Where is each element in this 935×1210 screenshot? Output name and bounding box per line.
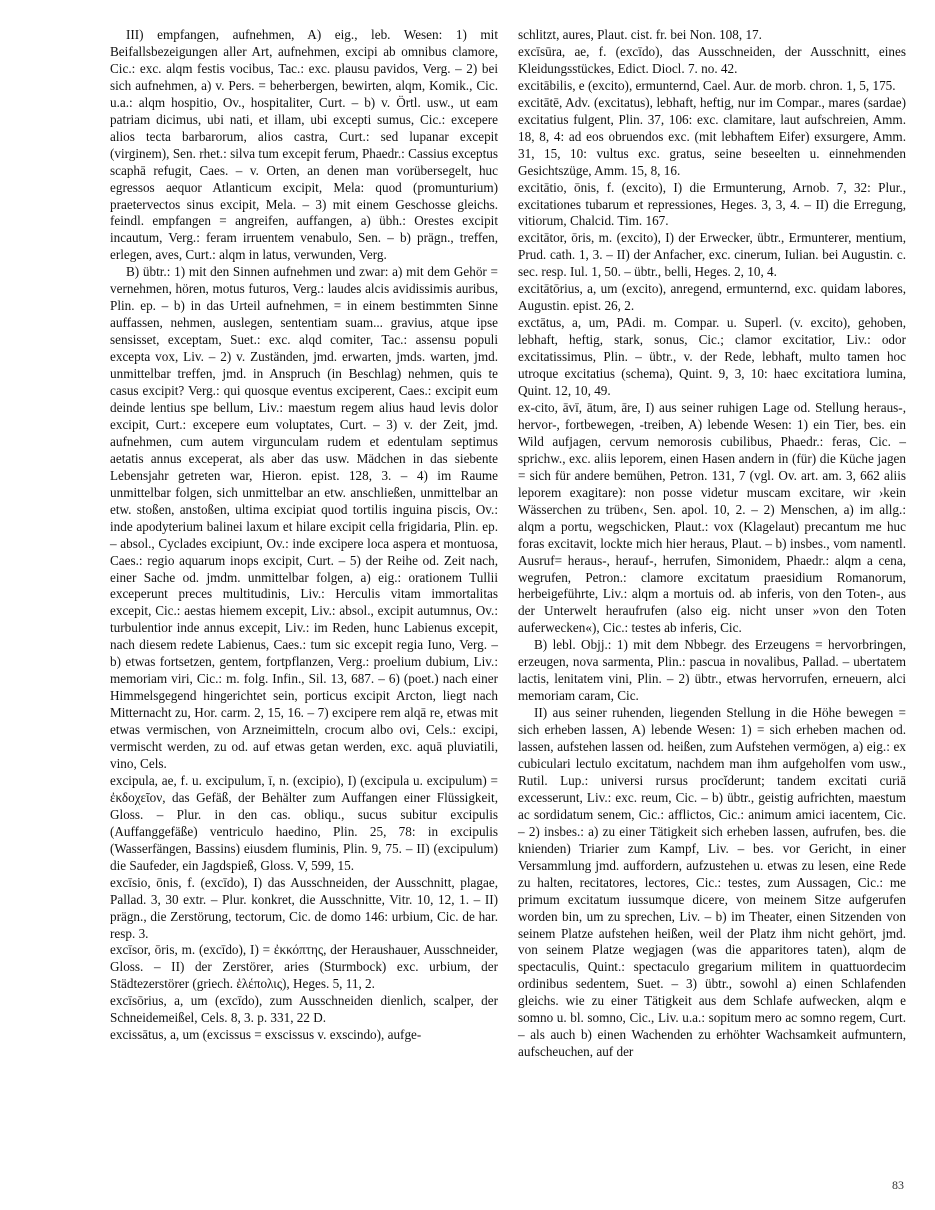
- entry-excitatus: exctātus, a, um, PAdi. m. Compar. u. Superl. (v. excito), gehoben, lebhaft, heftig, stark, sonus, Cic.; clamor excitatior, Liv.: odor excitatissimus, Plin. – übtr., v. der Rede, lebhaft, multo tamen hoc utroque excitatius (schema), Quint. 9, 3, 10: haec excitatiora lumina, Quint. 12, 10, 49.: [518, 315, 906, 399]
- entry-excisio: excīsio, ōnis, f. (excīdo), I) das Ausschneiden, der Ausschnitt, plagae, Pallad. 3, 30 extr. – Plur. konkret, die Ausschnitte, Vitr. 10, 12, 1. – II) prägn., die Zerstörung, tectorum, Cic. de domo 146: urbium, Cic. de har. resp. 3.: [110, 874, 498, 941]
- entry-excissatus: excissātus, a, um (excissus = exscissus v. exscindo), aufge-: [110, 1027, 422, 1043]
- entry-excitatio: excitātio, ōnis, f. (excito), I) die Ermunterung, Arnob. 7, 32: Plur., excitationes tubarum et repressiones, Heges. 3, 3, 4. – II) die Erregung, vitiorum, Chalcid. Tim. 167.: [518, 179, 906, 229]
- entry-continuation: schlitzt, aures, Plaut. cist. fr. bei Non. 108, 17.: [518, 27, 762, 42]
- entry-excitatorius: excitātōrius, a, um (excito), anregend, ermunternd, exc. quidam labores, Augustin. epist. 26, 2.: [518, 281, 906, 314]
- entry-paragraph: III) empfangen, aufnehmen, A) eig., leb. Wesen: 1) mit Beifallsbezeigungen aller Art, aufnehmen, excipi ab omnibus clamore, Cic.: exc. alqm festis vocibus, Tac.: exc. plausu pavidos, Verg. – 2) bei sich aufnehmen, a) v. Pers. = beherbergen, bewirten, alqm, Komik., Cic. u.a.: alqm hospitio, Ov., hospitaliter, Curt. – b) v. Örtl. usw., ut eam patriam dicimus, ubi nati, et illam, ubi excepti sumus, Cic.: excepere alios tecta barbarorum, alios castra, Curt.: sed lupanar excepit (virginem), Sen. rhet.: silva tum excepit ferum, Phaedr.: Cassius exceptus scaphā refugit, Caes. – v. Orten, an denen man vorübersegelt, huc egressos aequor Atlanticum excipit, Mela: quod (promunturium) praetervectos sinus excipit, Mela. – 3) mit einem Geschosse gleichs. feindl. empfangen = angreifen, auffangen, a) übh.: Orestes excipit incautum, Verg.: feram irruentem venabulo, Sen. – b) prägn., treffen, erlegen, aves, Curt.: alqm in latus, verwunden, Verg.: [110, 27, 498, 263]
- entry-excitabilis: excitābilis, e (excito), ermunternd, Cael. Aur. de morb. chron. 1, 5, 175.: [518, 77, 896, 93]
- entry-excipula: excipula, ae, f. u. excipulum, ī, n. (excipio), I) (excipula u. excipulum) = ἐκδοχεῖον, das Gefäß, der Behälter zum Auffangen einer Flüssigkeit, Gloss. – Plur. in den cas. obliqu., sucus subitur excipulis (Auffanggefäße) ventriculo haedino, Plin. 25, 78: in excipulis (Wasserfängen, Bassins) eiusdem fluminis, Plin. 9, 75. – II) (excipulum) die Saufeder, ein Jagdspieß, Gloss. V, 599, 15.: [110, 772, 498, 873]
- left-column: [110, 27, 498, 1044]
- entry-paragraph: B) lebl. Objj.: 1) mit dem Nbbegr. des Erzeugens = hervorbringen, erzeugen, nova sarmenta, Plin.: pascua in novalibus, Pallad. – ubertatem lactis, lenitatem vini, Plin. – 2) übtr., etwas hervorrufen, erneuern, alci memoriam caram, Cic.: [518, 637, 906, 704]
- entry-excisorius: excīsōrius, a, um (excīdo), zum Ausschneiden dienlich, scalper, der Schneidemeißel, Cels. 8, 3. p. 331, 22 D.: [110, 993, 498, 1026]
- entry-ex-cito: ex-cito, āvī, ātum, āre, I) aus seiner ruhigen Lage od. Stellung heraus-, hervor-, fortbewegen, -treiben, A) lebende Wesen: 1) ein Tier, bes. ein Wild aufjagen, cervum nemorosis cubilibus, Phaedr.: feras, Cic. – sprichw., exc. aliis leporem, einen Hasen andern in (für) die Küche jagen = sich für andere bemühen, Petron. 131, 7 (vgl. Ov. art. am. 3, 662 aliis leporem exagitare): non posse videtur muscam excitare, wir ›kein Wässerchen zu trüben‹, Sen. apol. 10, 2. – 2) Menschen, a) im allg.: alqm a portu, wegschicken, Plaut.: vox (Klagelaut) precantum me huc foras excitavit, lockte mich hier heraus, Plaut. – b) insbes., vom namentl. Ausruf= heraus-, herauf-, herrufen, Simonidem, Phaedr.: alqm a cena, wegrufen, Petron.: clamore excitatum praesidium Romanorum, herbeigeführte, Liv.: alqm a mortuis od. ab inferis, von den Toten-, aus der Unterwelt heraufrufen (also eig. nicht unser »von den Toten auferwecken«), Cic.: testes ab inferis, Cic.: [518, 399, 906, 636]
- entry-excisor: excīsor, ōris, m. (excīdo), I) = ἐκκόπτης, der Heraushauer, Ausschneider, Gloss. – II) der Zerstörer, aries (Sturmbock) exc. urbium, der Städtezerstörer (griech. ἑλέπολις), Heges. 5, 11, 2.: [110, 942, 498, 992]
- page-number: 83: [892, 1178, 904, 1192]
- entry-excisura: excīsūra, ae, f. (excīdo), das Ausschneiden, der Ausschnitt, eines Kleidungsstückes, Edict. Diocl. 7. no. 42.: [518, 43, 906, 76]
- right-column: [518, 27, 906, 1061]
- entry-excitate: excitātē, Adv. (excitatus), lebhaft, heftig, nur im Compar., mares (sardae) excitatius fulgent, Plin. 37, 106: exc. clamitare, laut aufschreien, Amm. 18, 8, 4: ad eos obruendos exc. (mit lebhaftem Eifer) exsurgere, Amm. 31, 15, 10: vultus exc. gratus, seine beseelten u. einnehmenden Gesichtszüge, Amm. 15, 8, 16.: [518, 94, 906, 178]
- entry-excitator: excitātor, ōris, m. (excito), I) der Erwecker, übtr., Ermunterer, mentium, Prud. cath. 1, 3. – II) der Anfacher, exc. cinerum, Iulian. bei Augustin. c. sec. resp. Iul. 1, 50. – übtr., belli, Heges. 2, 10, 4.: [518, 230, 906, 280]
- entry-paragraph: II) aus seiner ruhenden, liegenden Stellung in die Höhe bewegen = sich erheben lassen, A) lebende Wesen: 1) = sich erheben machen od. lassen, aufstehen lassen od. heißen, zum Aufstehen vermögen, a) eig.: ex cubiculari lectulo excitatum, nachdem man ihm aufgeholfen vom usw., Rutil. Lup.: universi rursus procĭderunt; tandem excitati curiā excesserunt, Liv.: exc. reum, Cic. – b) übtr., geistig aufrichten, maestum ac sordidatum senem, Cic.: afflictos, Cic.: animum amici iacentem, Cic. – 2) insbes.: a) zu einer Tätigkeit sich erheben lassen, aufrufen, bes. die knienden) Triarier zum Kampf, Liv. – bes. vor Gericht, in einer Versammlung jmd. auffordern, aufzustehen u. etwas zu lesen, eine Rede zu halten, recitatores, lectores, Cic.: testes, zum Aussagen, Cic.: me primum excitatum iussumque dicere, von meinem Sitze aufgerufen worden bin, um zu sprechen, Liv. – b) im Theater, einen Sitzenden von seinem Platze aufstehen heißen, weil der Platz ihm nicht gehört, jmd. von seinem Platze wegjagen (was die apparitores taten), alqm de spectaculis, Quint.: spectaculo gregarium militem in quattuordecim ordinibus sedentem, Suet. – 3) übtr., sowohl a) einen Schlafenden gleichs. wie zu einer Tätigkeit aus dem Schlafe aufwecken, alqm e somno u. bl. somno, Cic., Liv. u.a.: sopitum mero ac somno regem, Curt. – als auch b) einen Wachenden zu erhöhter Wachsamkeit aufmuntern, aufscheuchen, auf der: [518, 705, 906, 1060]
- entry-paragraph: B) übtr.: 1) mit den Sinnen aufnehmen und zwar: a) mit dem Gehör = vernehmen, hören, motus futuros, Verg.: laudes alcis avidissimis auribus, Plin. ep. – b) in das Urteil aufnehmen, = in einem bestimmten Sinne auffassen, nehmen, auslegen, sententiam suam... gravius, atque ipse sensisset, exceptam, Suet.: exc. alqd comiter, Tac.: assensu populi excepta vox, Liv. – 2) v. Zuständen, jmd. erwarten, jmds. warten, jmd. unmittelbar treffen, jmd. in Anspruch (in Beschlag) nehmen, quis te casus excipit? Verg.: qui quosque eventus exciperent, Caes.: excipit eum deinde lentius spe bellum, Liv.: maestum regem alius haud levis dolor excipit, Curt.: excepere eum voluptates, Curt. – 3) v. der Zeit, jmd. aufnehmen, cum autem virgunculam rudem et edentulam septimus aetatis annus exceperat, als aber das usw. Mädchen in das siebente Lebensjahr getreten war, Hieron. epist. 128, 3. – 4) im Raume unmittelbar folgen, sich unmittelbar an etw. anschließen, unmittelbar an etw. stoßen, anstoßen, ultima excipiat quod tortilis inguina piscis, Ov.: inde apodyterium balinei laxum et hilare excipit cella frigidaria, Plin. ep. – absol., Cyclades excipiunt, Ov.: inde excipere loca aspera et montuosa, Caes.: regio aquarum inops excipit, Curt. – 5) der Reihe od. Zeit nach, einer Sache od. jmdm. unmittelbar folgen, a) eig.: orationem Tullii exceperunt preces multitudinis, Liv.: Herculis vitam immortalitas excepit, Cic.: aestas hiemem excepit, Liv.: absol., excipit autumnus, Ov.: turbulentior inde annus excepit, Liv.: im Reden, hunc Labienus excepit, nach diesem redete Labienus, Caes.: tum sic excepit regia Iuno, Verg. – b) etwas fortsetzen, gentem, fortpflanzen, Verg.: proelium dubium, Liv.: memoriam viri, Cic.: m. folg. Infin., Sil. 13, 687. – 6) (poet.) nach einer Himmelsgegend hingerichtet sein, porticus excipit Arcton, liegt nach Mitternacht zu, Hor. carm. 2, 15, 16. – 7) excipere rem alqā re, etwas mit etwas vermischen, von Arzneimitteln, crocum albo ovi, Cels.: excipi, vermischt werden, zu od. auf etwas getan werden, exc. aquā pluviatili, vino, Cels.: [110, 264, 498, 771]
